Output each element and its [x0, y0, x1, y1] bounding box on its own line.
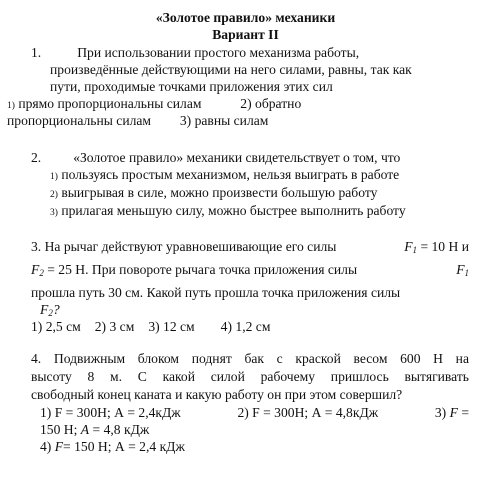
q2-option-3-text: прилагая меньшую силу, можно быстрее выполнить работу — [61, 203, 406, 218]
q3-f2-ref-subscript: 2 — [48, 308, 53, 318]
q1-option-2-text-cont: пропорциональны силам — [7, 113, 152, 128]
worksheet-title — [0, 10, 491, 26]
q3-f2-subscript: 2 — [39, 268, 44, 278]
q1-option-2-text: обратно — [255, 96, 302, 111]
q3-line-3 — [31, 285, 491, 301]
q4-option-3-equals: = — [461, 405, 469, 420]
q1-line-2 — [50, 62, 491, 78]
q4-options-row-2 — [40, 422, 491, 438]
variant-label — [0, 27, 491, 43]
q1-text-3: пути, проходимые точками приложения этих сил — [50, 79, 333, 94]
q3-f1-subscript: 1 — [412, 245, 418, 255]
q1-line-1 — [31, 45, 491, 61]
q1-option-1-number: 1) — [7, 101, 15, 111]
q4-option-3-a-symbol: A — [80, 422, 90, 437]
q4-text-2: высоту 8 м. С какой силой рабочему пришлось вытягивать — [31, 369, 469, 384]
q3-option-2: 2) 3 см — [94, 319, 135, 334]
q3-text-3: прошла путь 30 см. Какой путь прошла точка приложения силы — [31, 285, 401, 300]
q2-number: 2. — [31, 150, 42, 165]
q3-force-1-ref — [456, 262, 469, 281]
q3-f2-ref-symbol: F — [40, 302, 49, 317]
q2-option-2-number: 2) — [50, 190, 58, 200]
q4-option-4-number: 4) — [40, 439, 52, 454]
q3-options — [31, 319, 491, 335]
q3-option-4: 4) 1,2 см — [220, 319, 271, 334]
q3-text-2: = 25 Н. При повороте рычага точка приложения силы — [47, 262, 358, 277]
q1-options-row-2 — [7, 113, 491, 129]
title-text: «Золотое правило» механики — [155, 10, 336, 25]
q1-number: 1. — [31, 45, 42, 60]
q3-f1-ref-subscript: 1 — [464, 268, 469, 278]
q1-option-3-text: равны силам — [194, 113, 269, 128]
q3-line-1 — [31, 239, 469, 258]
q4-option-4-value: = 150 Н; А = 2,4 кДж — [63, 439, 185, 454]
q1-options-row-1 — [7, 96, 491, 114]
q3-text-1: 3. На рычаг действуют уравновешивающие его силы — [31, 239, 337, 254]
q2-option-1-text: пользуясь простым механизмом, нельзя выиграть в работе — [61, 167, 400, 182]
q4-option-3-number: 3) — [434, 405, 447, 420]
q3-option-3: 3) 12 см — [148, 319, 195, 334]
q4-options-row-3 — [40, 439, 491, 455]
q4-option-2: 2) F = 300Н; А = 4,8кДж — [237, 405, 379, 420]
q3-force-1-value — [404, 239, 469, 258]
q1-text-1: При использовании простого механизма работы, — [77, 45, 360, 60]
q2-option-2-text: выигрывая в силе, можно произвести большую работу — [61, 185, 378, 200]
q1-option-1-text: прямо пропорциональны силам — [18, 96, 202, 111]
variant-text: Вариант II — [212, 27, 279, 42]
q3-line-2 — [31, 262, 469, 281]
q3-force-2 — [31, 262, 357, 281]
q4-text-1: 4. Подвижным блоком поднят бак с краской весом 600 Н на — [31, 351, 469, 366]
q4-option-3-f-value: 150 Н; — [40, 422, 78, 437]
q2-option-3-number: 3) — [50, 208, 58, 218]
q4-text-3: свободный конец каната и какую работу он при этом совершил? — [31, 387, 403, 402]
q2-text: «Золотое правило» механики свидетельствует о том, что — [73, 150, 401, 165]
q4-line-2 — [31, 369, 469, 385]
q3-f1-ref-symbol: F — [456, 262, 465, 277]
q3-question-mark: ? — [52, 302, 60, 317]
q4-option-3-start — [435, 405, 469, 421]
q2-option-1-number: 1) — [50, 172, 58, 182]
q4-line-1 — [31, 351, 469, 367]
q4-option-1: 1) F = 300Н; А = 2,4кДж — [40, 405, 181, 420]
q1-line-3 — [50, 79, 491, 95]
q2-option-3 — [50, 203, 491, 221]
q2-line-1 — [31, 150, 491, 166]
q1-text-2: произведённые действующими на него силами, равны, так как — [50, 62, 412, 77]
q1-option-3-number: 3) — [179, 113, 192, 128]
q3-f1-value: = 10 Н и — [420, 239, 469, 254]
q2-option-1 — [50, 167, 491, 185]
q1-option-2-number: 2) — [240, 96, 252, 111]
q4-line-3 — [31, 387, 491, 403]
q3-f1-symbol: F — [404, 239, 413, 254]
q2-option-2 — [50, 185, 491, 203]
q4-options-row-1 — [40, 405, 469, 421]
q3-f2-symbol: F — [31, 262, 40, 277]
q4-option-3-a-value: = 4,8 кДж — [92, 422, 150, 437]
q3-option-1: 1) 2,5 см — [31, 319, 81, 334]
q4-option-3-f-symbol: F — [449, 405, 458, 420]
q4-option-4-f-symbol: F — [54, 439, 64, 454]
